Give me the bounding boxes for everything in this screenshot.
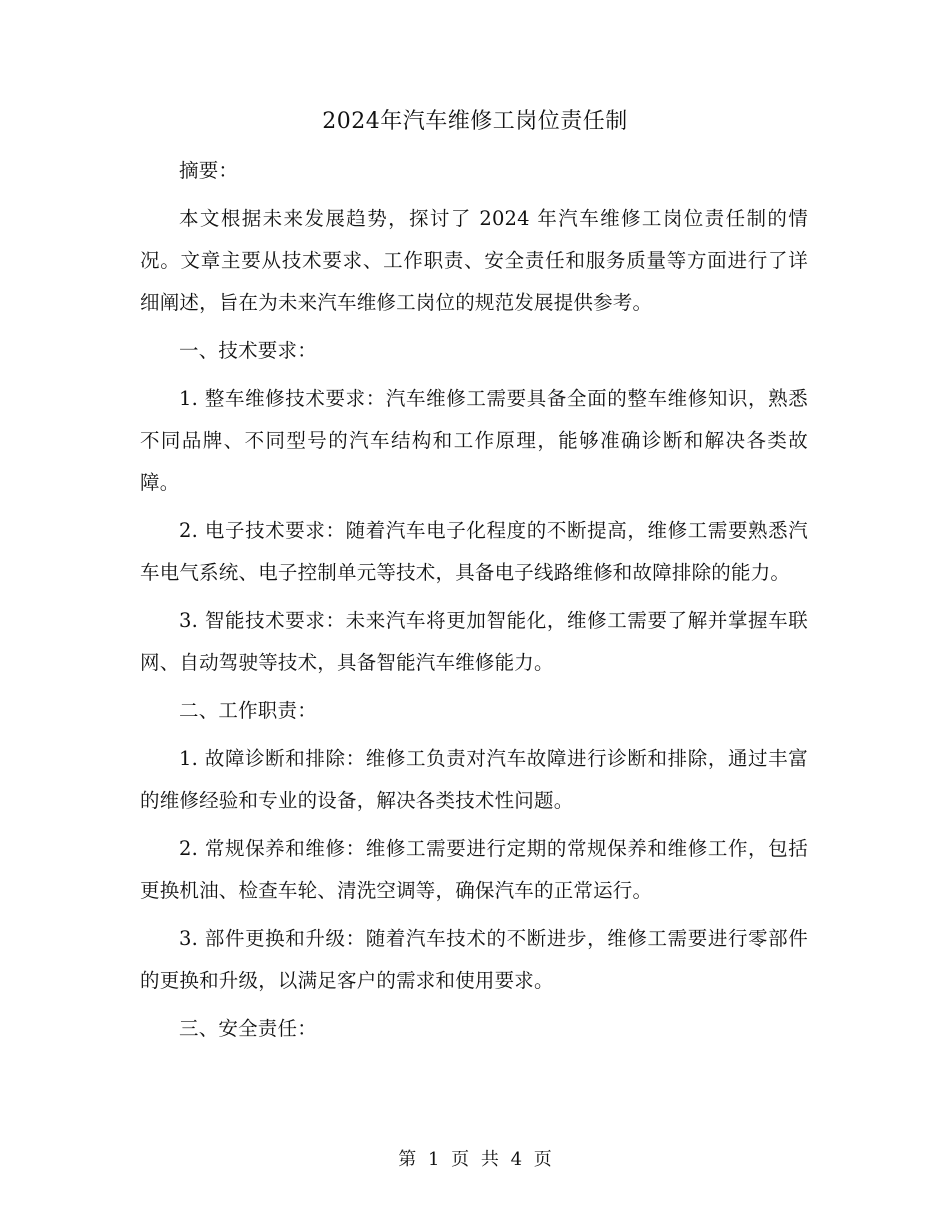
duties-item-1: 1. 故障诊断和排除：维修工负责对汽车故障进行诊断和排除，通过丰富的维修经验和专业的设备，解决各类技术性问题。 [140,747,808,812]
duties-item-2: 2. 常规保养和维修：维修工需要进行定期的常规保养和维修工作，包括更换机油、检查车轮、清洗空调等，确保汽车的正常运行。 [140,837,808,902]
duties-item-3: 3. 部件更换和升级：随着汽车技术的不断进步，维修工需要进行零部件的更换和升级，以满足客户的需求和使用要求。 [140,927,808,992]
section-heading-duties: 二、工作职责： [179,699,317,722]
technical-item-2: 2. 电子技术要求：随着汽车电子化程度的不断提高，维修工需要熟悉汽车电气系统、电子控制单元等技术，具备电子线路维修和故障排除的能力。 [140,519,808,584]
section-heading-safety: 三、安全责任： [179,1017,317,1040]
abstract-heading: 摘要： [179,159,239,182]
page-footer: 第 1 页 共 4 页 [398,1149,552,1170]
document-title: 2024年汽车维修工岗位责任制 [322,109,628,134]
technical-item-1: 1. 整车维修技术要求：汽车维修工需要具备全面的整车维修知识，熟悉不同品牌、不同型号的汽车结构和工作原理，能够准确诊断和解决各类故障。 [140,387,808,494]
section-heading-technical: 一、技术要求： [179,339,317,362]
abstract-paragraph: 本文根据未来发展趋势，探讨了 2024 年汽车维修工岗位责任制的情况。文章主要从技术要求、工作职责、安全责任和服务质量等方面进行了详细阐述，旨在为未来汽车维修工岗位的规范发展提供参考。 [140,207,808,314]
document-body [140,150,808,1056]
technical-item-3: 3. 智能技术要求：未来汽车将更加智能化，维修工需要了解并掌握车联网、自动驾驶等技术，具备智能汽车维修能力。 [140,609,808,674]
